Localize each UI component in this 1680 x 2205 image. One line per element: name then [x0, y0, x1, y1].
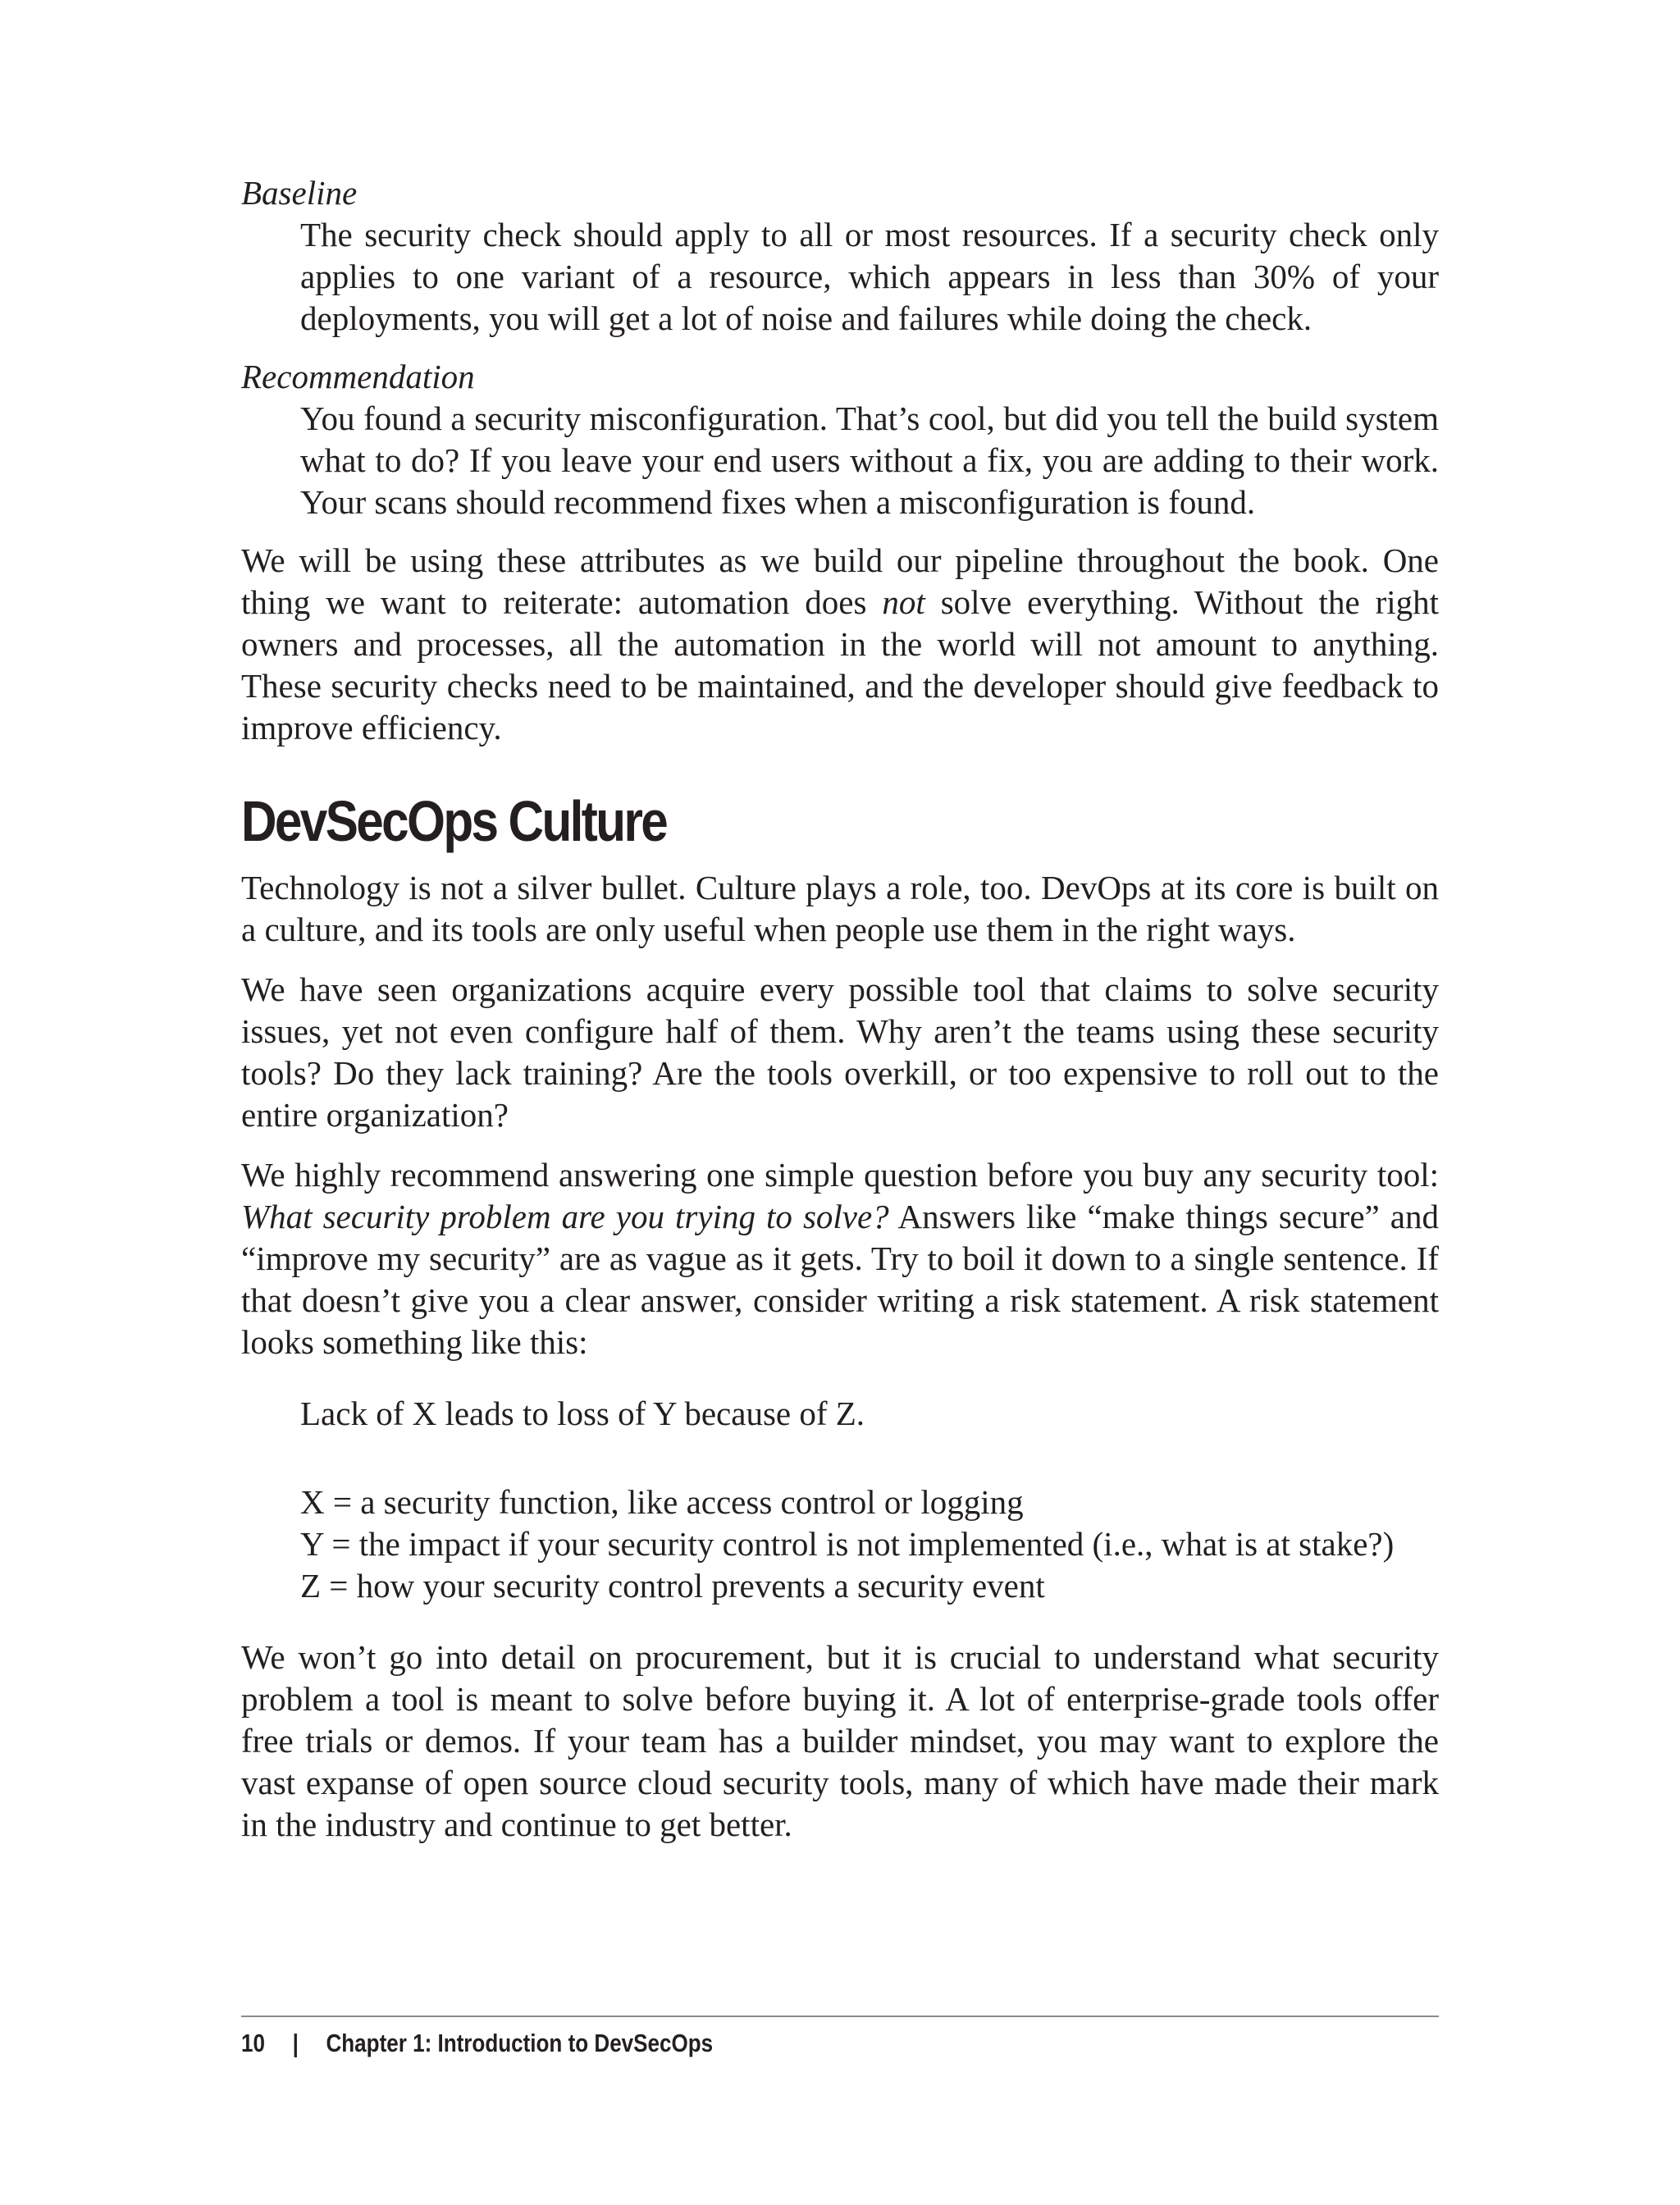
definition-term: Recommendation [241, 358, 475, 395]
paragraph-attributes [241, 540, 1439, 749]
paragraph-tools: We have seen organizations acquire every possible tool that claims to solve security issues, yet not even configure half of them. Why aren’t the teams using these security tools? Do they lack training? Are the tools overkill, or too expensive to roll out to the entire organization? [241, 970, 1439, 1134]
page-content [241, 172, 1439, 1864]
risk-statement [300, 1393, 1439, 1607]
risk-statement-y: Y = the impact if your security control is not implemented (i.e., what is at stake?) [300, 1525, 1395, 1563]
paragraph-question [241, 1154, 1439, 1363]
text-run: Answers like “make things secure” and “improve my security” are as vague as it gets. Try to boil it down to a single sentence. If that doesn’t give you a clear answer, consider writing a risk statement. A risk statement looks something like this: [241, 1198, 1439, 1361]
definition-term: Baseline [241, 174, 358, 212]
text-run: We highly recommend answering one simple question before you buy any security tool: [241, 1156, 1439, 1194]
emphasis: not [882, 583, 925, 621]
footer-separator: | [292, 2029, 299, 2057]
paragraph-culture: Technology is not a silver bullet. Culture plays a role, too. DevOps at its core is built on a culture, and its tools are only useful when people use them in the right ways. [241, 869, 1439, 948]
definition-text: You found a security misconfiguration. That’s cool, but did you tell the build system what to do? If you leave your end users without a fix, you are adding to their work. Your scans should recommend fixes when a misconfiguration is found. [300, 399, 1439, 521]
footer-divider [241, 2016, 1439, 2017]
risk-statement-z: Z = how your security control prevents a security event [300, 1567, 1045, 1605]
text-run: We will be using these attributes as we build our pipeline throughout the book. One thing we want to reiterate: automation does [241, 541, 1439, 621]
definition-baseline [241, 172, 1439, 340]
text-run: solve everything. Without the right owners and processes, all the automation in the world will not amount to anything. These security checks need to be maintained, and the developer should give feedback to improve efficiency. [241, 583, 1440, 746]
paragraph-procurement: We won’t go into detail on procurement, but it is crucial to understand what security problem a tool is meant to solve before buying it. A lot of enterprise-grade tools offer free trials or demos. If your team has a builder mindset, you may want to explore the vast expanse of open source cloud security tools, many of which have made their mark in the industry and continue to get better. [241, 1638, 1439, 1843]
risk-statement-x: X = a security function, like access control or logging [300, 1483, 1024, 1521]
emphasis: What security problem are you trying to solve? [241, 1198, 889, 1235]
page-number: 10 [241, 2029, 265, 2057]
definition-text: The security check should apply to all or most resources. If a security check only applies to one variant of a resource, which appears in less than 30% of your deployments, you will get a lot of noise and failures while doing the check. [300, 216, 1439, 337]
chapter-title: Chapter 1: Introduction to DevSecOps [326, 2029, 714, 2057]
spacer [300, 1435, 1439, 1481]
page-footer [241, 2016, 1439, 2060]
footer-text [241, 2027, 1247, 2060]
definition-recommendation [241, 356, 1439, 523]
section-heading: DevSecOps Culture [241, 789, 667, 853]
risk-statement-main: Lack of X leads to loss of Y because of Z. [300, 1395, 865, 1432]
